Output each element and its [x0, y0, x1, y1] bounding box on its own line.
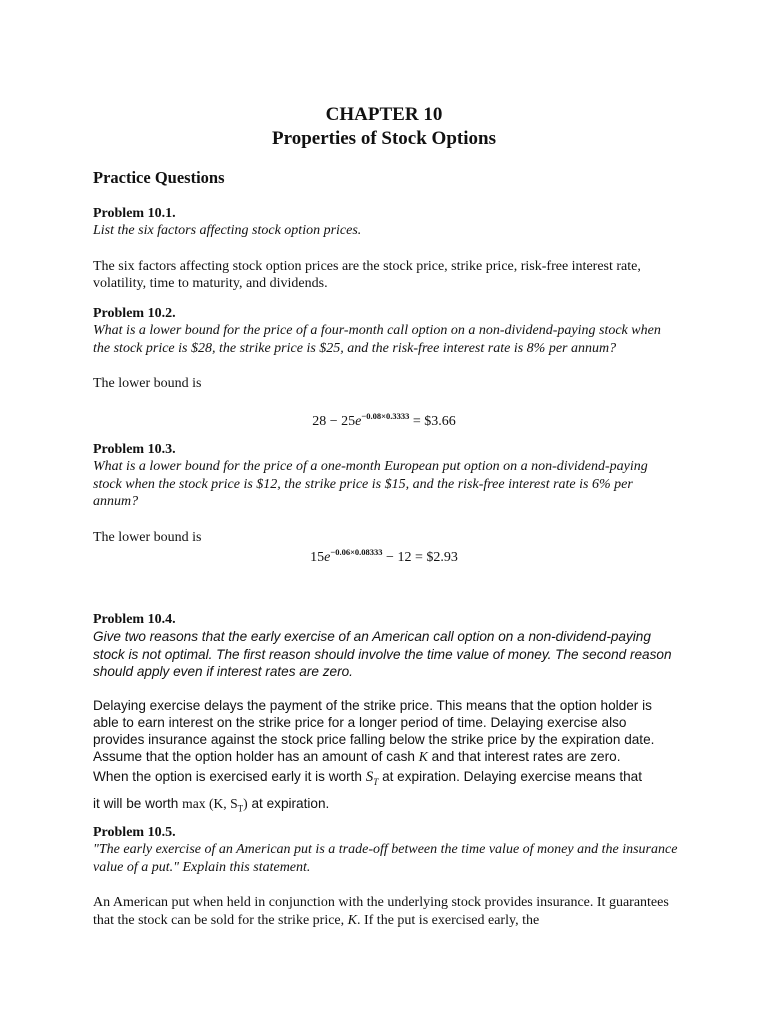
- problem-title: Problem 10.5.: [93, 825, 176, 840]
- variable-k: K: [347, 912, 357, 928]
- problem-answer: An American put when held in conjunction with the underlying stock provides insurance. It guarantees that the stock can be sold for the strike price, K. If the put is exercised early, the: [93, 895, 669, 928]
- section-heading: Practice Questions: [93, 168, 225, 187]
- problem-title: Problem 10.2.: [93, 306, 176, 321]
- lower-bound-equation-1: $28 - 25e^{-0.08\times 0.3333}$ = $3.66: [312, 411, 456, 429]
- problem-10-4: [93, 611, 678, 819]
- lower-bound-equation-2: $15e^{-0.06\times 0.08333} - 12$ = $2.93: [310, 547, 458, 565]
- problem-question: What is a lower bound for the price of a one-month European put option on a non-dividend-paying stock when the stock price is $12, the strike price is $15, and the risk-free interest rate is 6% per annum?: [93, 459, 648, 509]
- problem-answer: The six factors affecting stock option prices are the stock price, strike price, risk-free interest rate, volatility, time to maturity, and dividends.: [93, 258, 641, 291]
- chapter-title: Properties of Stock Options: [272, 128, 496, 149]
- problem-10-2: [93, 305, 678, 393]
- problem-10-5: [93, 824, 678, 929]
- problem-question: Give two reasons that the early exercise of an American call option on a non-dividend-paying stock is not optimal. The first reason should involve the time value of money. The second reason should apply even if interest rates are zero.: [93, 629, 672, 679]
- problem-question: List the six factors affecting stock option prices.: [93, 223, 362, 238]
- variable-k: K: [418, 749, 428, 765]
- problem-title: Problem 10.1.: [93, 206, 176, 221]
- problem-answer: The lower bound is: [93, 529, 202, 545]
- problem-title: Problem 10.3.: [93, 442, 176, 457]
- problem-10-1: [93, 205, 678, 293]
- problem-title: Problem 10.4.: [93, 612, 176, 627]
- problem-question: What is a lower bound for the price of a four-month call option on a non-dividend-paying stock when the stock price is $28, the strike price is $25, and the risk-free interest rate is 8% per annum?: [93, 323, 661, 356]
- variable-st: $S_T$: [365, 768, 379, 787]
- problem-answer: Delaying exercise delays the payment of the strike price. This means that the option holder is able to earn interest on the strike price for a longer period of time. Delaying exercise also provides insurance against the stock price falling below the strike price by the expiration date. Assume that the option holder has an amount of cash K and that interest rates are zero. When the option is exercised early it is worth $S_T$ at expiration. Delaying exercise means that it will be worth max (K, $S_T$) at expiration.: [93, 697, 655, 814]
- chapter-number: CHAPTER 10: [325, 104, 443, 125]
- problem-answer: The lower bound is: [93, 376, 202, 391]
- problem-10-3: [93, 441, 678, 546]
- max-expression: max (K, $S_T$): [182, 795, 248, 814]
- problem-question: "The early exercise of an American put is a trade-off between the time value of money and the insurance value of a put." Explain this statement.: [93, 842, 678, 875]
